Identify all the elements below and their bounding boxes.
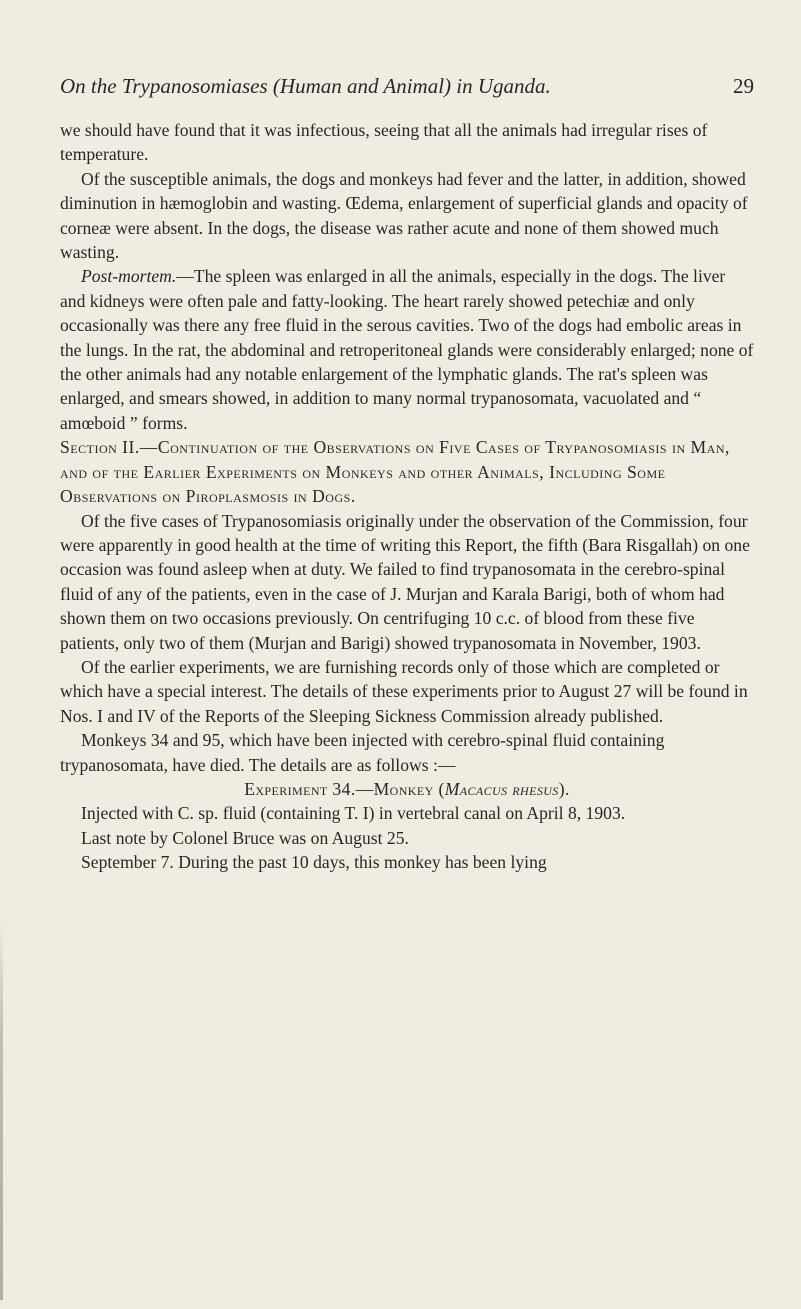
experiment-heading bbox=[60, 777, 754, 801]
body-text bbox=[60, 118, 754, 875]
page-number: 29 bbox=[733, 74, 754, 98]
running-head-title: Trypanosomiases (Human and Animal) in Uganda. bbox=[121, 74, 551, 98]
running-head-prefix: On the bbox=[60, 74, 122, 98]
post-mortem-lead: Post-mortem. bbox=[81, 266, 177, 287]
paragraph-4: Of the five cases of Trypanosomiasis originally under the observation of the Commission, four were apparently in good health at the time of writing this Report, the fifth (Bara Risgallah) on one occasion was found asleep when at duty. We failed to find trypanosomata in the cerebro-spinal fluid of any of the patients, even in the case of J. Murjan and Karala Barigi, both of whom had shown them on two occasions previously. On centrifuging 10 c.c. of blood from these five patients, only two of them (Murjan and Barigi) showed trypanosomata in November, 1903. bbox=[60, 510, 750, 653]
paragraph-1: we should have found that it was infectious, seeing that all the animals had irregular rises of temperature. bbox=[60, 120, 708, 165]
paragraph-6: Monkeys 34 and 95, which have been injected with cerebro-spinal fluid containing trypanosomata, have died. The details are as follows :— bbox=[60, 730, 665, 775]
experiment-heading-species: Macacus rhesus bbox=[444, 778, 559, 799]
paragraph-2: Of the susceptible animals, the dogs and monkeys had fever and the latter, in addition, showed diminution in hæmoglobin and wasting. Œdema, enlargement of superficial glands and opacity of corneæ were absent. In the dogs, the disease was rather acute and none of them showed much wasting. bbox=[60, 168, 748, 263]
paragraph-5: Of the earlier experiments, we are furnishing records only of those which are completed or which have a special interest. The details of these experiments prior to August 27 will be found in Nos. I and IV of the Reports of the Sleeping Sickness Commission already published. bbox=[60, 656, 748, 726]
paragraph-post-mortem bbox=[60, 264, 754, 435]
section-heading: Section II.—Continuation of the Observations on Five Cases of Trypanosomiasis in Man, and of the Earlier Experiments on Monkeys and other Animals, Including Some Observations on Piroplasmosis in Dogs. bbox=[60, 437, 730, 507]
paragraph-7: Injected with C. sp. fluid (containing T. I) in vertebral canal on April 8, 1903. bbox=[81, 803, 626, 824]
experiment-heading-suffix: ). bbox=[558, 778, 570, 799]
paragraph-9: September 7. During the past 10 days, this monkey has been lying bbox=[81, 852, 547, 873]
paragraph-8: Last note by Colonel Bruce was on August 25. bbox=[81, 827, 409, 848]
running-head bbox=[60, 74, 754, 99]
page-edge-shadow bbox=[0, 920, 3, 1300]
experiment-heading-prefix: Experiment 34.—Monkey ( bbox=[244, 778, 445, 799]
post-mortem-text: —The spleen was enlarged in all the animals, especially in the dogs. The liver and kidneys were often pale and fatty-looking. The heart rarely showed petechiæ and only occasionally was there any free fluid in the serous cavities. Two of the dogs had embolic areas in the lungs. In the rat, the abdominal and retroperitoneal glands were considerably enlarged; none of the other animals had any notable enlargement of the lymphatic glands. The rat's spleen was enlarged, and smears showed, in addition to many normal trypanosomata, vacuolated and “ amœboid ” forms. bbox=[60, 266, 754, 433]
